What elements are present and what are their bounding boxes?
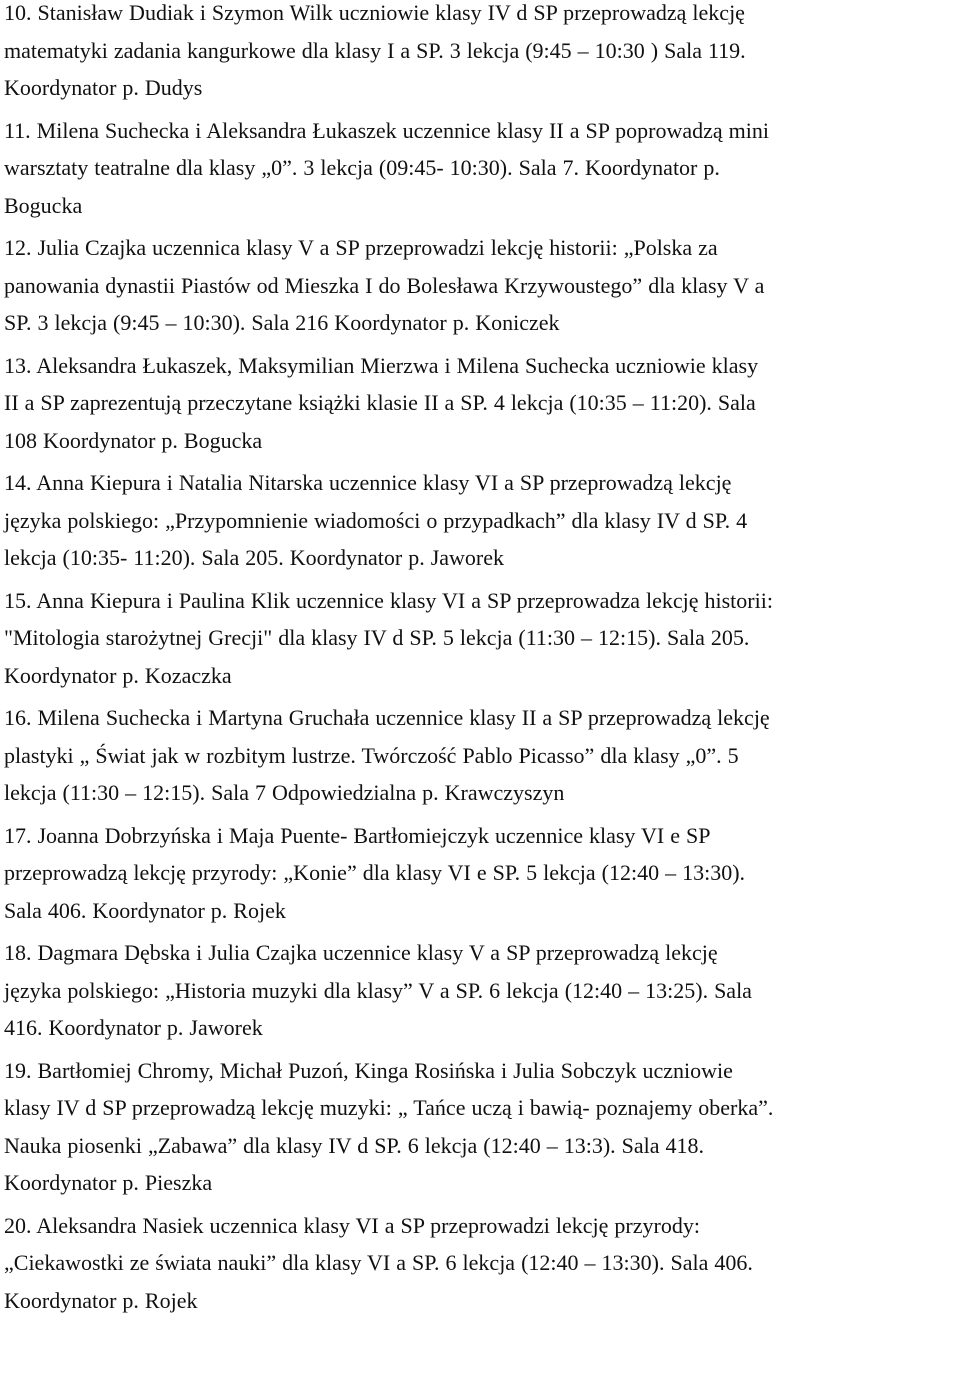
- entry-line: „Ciekawostki ze świata nauki” dla klasy VI a SP. 6 lekcja (12:40 – 13:30). Sala 406.: [4, 1250, 753, 1275]
- list-item-10: [4, 0, 956, 107]
- list-item-16: [4, 699, 956, 812]
- list-item-20: [4, 1207, 956, 1320]
- entry-line: "Mitologia starożytnej Grecji" dla klasy IV d SP. 5 lekcja (11:30 – 12:15). Sala 205.: [4, 625, 750, 650]
- list-item-15: [4, 582, 956, 695]
- entry-line: Bogucka: [4, 192, 83, 218]
- entry-line: 12. Julia Czajka uczennica klasy V a SP przeprowadzi lekcję historii: „Polska za: [4, 235, 718, 260]
- entry-line: plastyki „ Świat jak w rozbitym lustrze. Twórczość Pablo Picasso” dla klasy „0”. 5: [4, 742, 739, 768]
- entry-line: 14. Anna Kiepura i Natalia Nitarska uczennice klasy VI a SP przeprowadzą lekcję: [4, 470, 732, 495]
- list-item-19: [4, 1052, 956, 1202]
- list-item-12: [4, 229, 956, 342]
- entry-line: 10. Stanisław Dudiak i Szymon Wilk uczniowie klasy IV d SP przeprowadzą lekcję: [4, 0, 745, 25]
- list-item-11: [4, 112, 956, 225]
- entry-line: Koordynator p. Kozaczka: [4, 662, 232, 688]
- entry-line: panowania dynastii Piastów od Mieszka I do Bolesława Krzywoustego” dla klasy V a: [4, 272, 765, 298]
- entry-line: 11. Milena Suchecka i Aleksandra Łukaszek uczennice klasy II a SP poprowadzą mini: [4, 117, 769, 143]
- entry-line: lekcja (10:35- 11:20). Sala 205. Koordynator p. Jaworek: [4, 545, 505, 570]
- list-item-18: [4, 934, 956, 1047]
- list-item-14: [4, 464, 956, 577]
- entry-line: przeprowadzą lekcję przyrody: „Konie” dla klasy VI e SP. 5 lekcja (12:40 – 13:30).: [4, 860, 746, 885]
- entry-line: Koordynator p. Pieszka: [4, 1170, 213, 1195]
- entry-line: 416. Koordynator p. Jaworek: [4, 1015, 263, 1040]
- entry-line: 13. Aleksandra Łukaszek, Maksymilian Mierzwa i Milena Suchecka uczniowie klasy: [4, 352, 759, 378]
- entry-line: języka polskiego: „Przypomnienie wiadomości o przypadkach” dla klasy IV d SP. 4: [4, 507, 748, 533]
- list-item-17: [4, 817, 956, 930]
- entry-line: 18. Dagmara Dębska i Julia Czajka uczennice klasy V a SP przeprowadzą lekcję: [4, 940, 718, 965]
- entry-line: Koordynator p. Rojek: [4, 1287, 198, 1313]
- entry-line: lekcja (11:30 – 12:15). Sala 7 Odpowiedzialna p. Krawczyszyn: [4, 780, 565, 805]
- entry-line: 20. Aleksandra Nasiek uczennica klasy VI a SP przeprowadzi lekcję przyrody:: [4, 1212, 700, 1238]
- entry-line: SP. 3 lekcja (9:45 – 10:30). Sala 216 Koordynator p. Koniczek: [4, 310, 560, 335]
- entry-line: 19. Bartłomiej Chromy, Michał Puzoń, Kinga Rosińska i Julia Sobczyk uczniowie: [4, 1057, 733, 1083]
- entry-line: warsztaty teatralne dla klasy „0”. 3 lekcja (09:45- 10:30). Sala 7. Koordynator p.: [4, 155, 720, 180]
- entry-line: języka polskiego: „Historia muzyki dla klasy” V a SP. 6 lekcja (12:40 – 13:25). Sala: [4, 977, 752, 1003]
- list-item-13: [4, 347, 956, 460]
- entry-line: Sala 406. Koordynator p. Rojek: [4, 897, 286, 923]
- entry-line: II a SP zaprezentują przeczytane książki klasie II a SP. 4 lekcja (10:35 – 11:20). Sala: [4, 390, 756, 415]
- entry-line: Koordynator p. Dudys: [4, 75, 203, 100]
- entry-line: 16. Milena Suchecka i Martyna Gruchała uczennice klasy II a SP przeprowadzą lekcję: [4, 705, 770, 730]
- entry-line: klasy IV d SP przeprowadzą lekcję muzyki: „ Tańce uczą i bawią- poznajemy oberka”.: [4, 1095, 774, 1120]
- entry-line: 17. Joanna Dobrzyńska i Maja Puente- Bartłomiejczyk uczennice klasy VI e SP: [4, 822, 711, 848]
- entry-line: 108 Koordynator p. Bogucka: [4, 427, 263, 453]
- entry-line: Nauka piosenki „Zabawa” dla klasy IV d SP. 6 lekcja (12:40 – 13:3). Sala 418.: [4, 1132, 705, 1158]
- entry-line: matematyki zadania kangurkowe dla klasy I a SP. 3 lekcja (9:45 – 10:30 ) Sala 119.: [4, 37, 746, 63]
- entry-line: 15. Anna Kiepura i Paulina Klik uczennice klasy VI a SP przeprowadza lekcję historii:: [4, 587, 773, 613]
